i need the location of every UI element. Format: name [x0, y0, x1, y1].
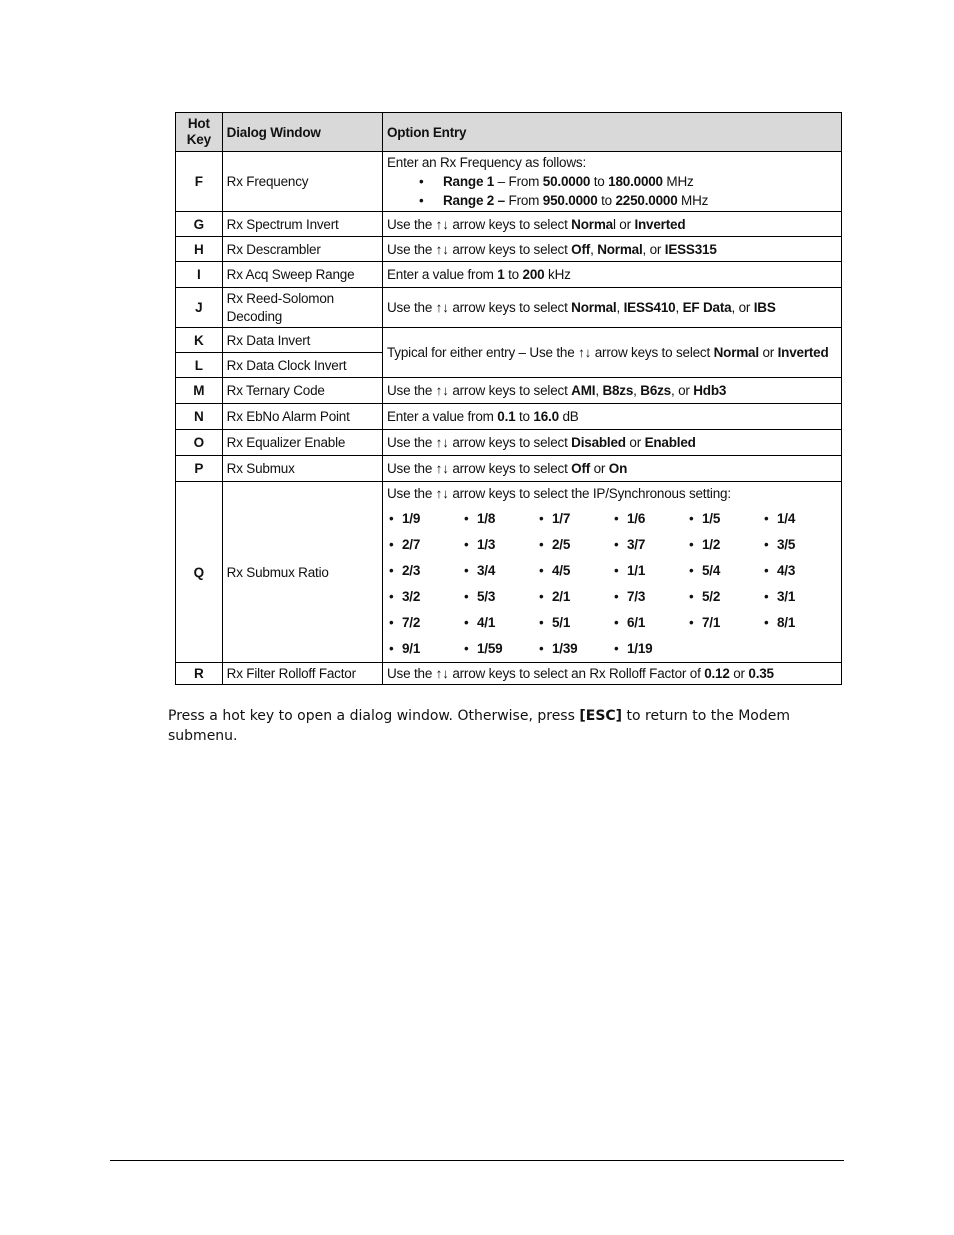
ratio-option: • 4/5 — [537, 558, 612, 584]
option-entry: Use the ↑↓ arrow keys to select an Rx Rolloff Factor of 0.12 or 0.35 — [383, 663, 842, 685]
option-entry: Use the ↑↓ arrow keys to select Off or On — [383, 456, 842, 482]
dialog-window-header: Dialog Window — [222, 113, 382, 152]
hot-key: Q — [176, 482, 223, 663]
hot-key: L — [176, 353, 223, 378]
table-row-i — [176, 262, 842, 288]
option-entry: Use the ↑↓ arrow keys to select Off, Normal, or IESS315 — [383, 237, 842, 262]
ratio-option: • 1/59 — [462, 636, 537, 662]
dialog-window: Rx Submux — [222, 456, 382, 482]
ratio-option: • 3/7 — [612, 532, 687, 558]
table-row-j — [176, 288, 842, 328]
table-row-o — [176, 430, 842, 456]
ratio-option: • 1/4 — [762, 506, 837, 532]
dialog-window: Rx Submux Ratio — [222, 482, 382, 663]
option-entry: Use the ↑↓ arrow keys to select Disabled or Enabled — [383, 430, 842, 456]
table-row-g — [176, 212, 842, 237]
dialog-window: Rx Spectrum Invert — [222, 212, 382, 237]
ratio-option: • 1/9 — [387, 506, 462, 532]
range-item: • Range 2 – From 950.0000 to 2250.0000 MHz — [419, 191, 837, 210]
ratio-option: • 2/7 — [387, 532, 462, 558]
dialog-window: Rx Data Clock Invert — [222, 353, 382, 378]
table-row-k — [176, 328, 842, 353]
ratio-option: • 2/5 — [537, 532, 612, 558]
dialog-window: Rx EbNo Alarm Point — [222, 404, 382, 430]
option-intro: Use the ↑↓ arrow keys to select the IP/Synchronous setting: — [387, 486, 731, 501]
ratio-option: • 1/3 — [462, 532, 537, 558]
range-item: • Range 1 – From 50.0000 to 180.0000 MHz — [419, 172, 837, 191]
hot-key: N — [176, 404, 223, 430]
ratio-option: • 7/2 — [387, 610, 462, 636]
option-intro: Enter an Rx Frequency as follows: — [387, 155, 586, 170]
ratio-option: • 4/1 — [462, 610, 537, 636]
option-entry: Typical for either entry – Use the ↑↓ arrow keys to select Normal or Inverted — [383, 328, 842, 378]
dialog-window: Rx Reed-Solomon Decoding — [222, 288, 382, 328]
dialog-window: Rx Equalizer Enable — [222, 430, 382, 456]
footer-divider — [110, 1160, 844, 1161]
ratio-option: • 1/5 — [687, 506, 762, 532]
hot-key: K — [176, 328, 223, 353]
ratio-option: • 2/3 — [387, 558, 462, 584]
table-header-row — [176, 113, 842, 152]
ratio-option: • 8/1 — [762, 610, 837, 636]
dialog-window: Rx Descrambler — [222, 237, 382, 262]
option-entry — [383, 482, 842, 663]
dialog-window: Rx Frequency — [222, 152, 382, 212]
table-row-f — [176, 152, 842, 212]
ratio-option: • 5/2 — [687, 584, 762, 610]
dialog-window: Rx Ternary Code — [222, 378, 382, 404]
option-entry: Enter a value from 0.1 to 16.0 dB — [383, 404, 842, 430]
ratio-option: • 5/3 — [462, 584, 537, 610]
ratio-option: • 5/4 — [687, 558, 762, 584]
ratio-option: • 1/7 — [537, 506, 612, 532]
table-row-n — [176, 404, 842, 430]
option-entry: Use the ↑↓ arrow keys to select Normal, IESS410, EF Data, or IBS — [383, 288, 842, 328]
ratio-option: • 7/1 — [687, 610, 762, 636]
hot-key: G — [176, 212, 223, 237]
hot-key: I — [176, 262, 223, 288]
ratio-option: • 1/39 — [537, 636, 612, 662]
hot-key: F — [176, 152, 223, 212]
ratio-option: • 9/1 — [387, 636, 462, 662]
ratio-option: • 2/1 — [537, 584, 612, 610]
ratio-option: • 3/5 — [762, 532, 837, 558]
hot-key: P — [176, 456, 223, 482]
option-entry: Use the ↑↓ arrow keys to select Normal or Inverted — [383, 212, 842, 237]
ratio-option: • 1/2 — [687, 532, 762, 558]
ratio-option: • 1/8 — [462, 506, 537, 532]
option-entry — [383, 152, 842, 212]
hot-key: M — [176, 378, 223, 404]
dialog-window: Rx Acq Sweep Range — [222, 262, 382, 288]
option-entry: Use the ↑↓ arrow keys to select AMI, B8zs, B6zs, or Hdb3 — [383, 378, 842, 404]
ratio-option: • 1/19 — [612, 636, 687, 662]
ratio-option: • 3/2 — [387, 584, 462, 610]
option-entry: Enter a value from 1 to 200 kHz — [383, 262, 842, 288]
hot-key: H — [176, 237, 223, 262]
ratio-option: • 1/1 — [612, 558, 687, 584]
hot-key: R — [176, 663, 223, 685]
hot-key-table — [175, 112, 842, 685]
table-row-h — [176, 237, 842, 262]
instruction-paragraph: Press a hot key to open a dialog window. Otherwise, press [ESC] to return to the Modem submenu. — [168, 708, 791, 744]
ratio-option: • 7/3 — [612, 584, 687, 610]
hot-key: O — [176, 430, 223, 456]
dialog-window: Rx Filter Rolloff Factor — [222, 663, 382, 685]
ratio-option: • 1/6 — [612, 506, 687, 532]
ratio-grid — [387, 506, 837, 662]
hot-key: J — [176, 288, 223, 328]
ratio-option: • 3/4 — [462, 558, 537, 584]
table-row-m — [176, 378, 842, 404]
ratio-option: • 3/1 — [762, 584, 837, 610]
table-row-r — [176, 663, 842, 685]
dialog-window: Rx Data Invert — [222, 328, 382, 353]
ratio-option: • 5/1 — [537, 610, 612, 636]
hot-key-header: Hot Key — [176, 113, 223, 152]
table-row-q — [176, 482, 842, 663]
ratio-option: • 4/3 — [762, 558, 837, 584]
table-row-p — [176, 456, 842, 482]
ratio-option: • 6/1 — [612, 610, 687, 636]
range-list — [387, 172, 837, 210]
option-entry-header: Option Entry — [383, 113, 842, 152]
